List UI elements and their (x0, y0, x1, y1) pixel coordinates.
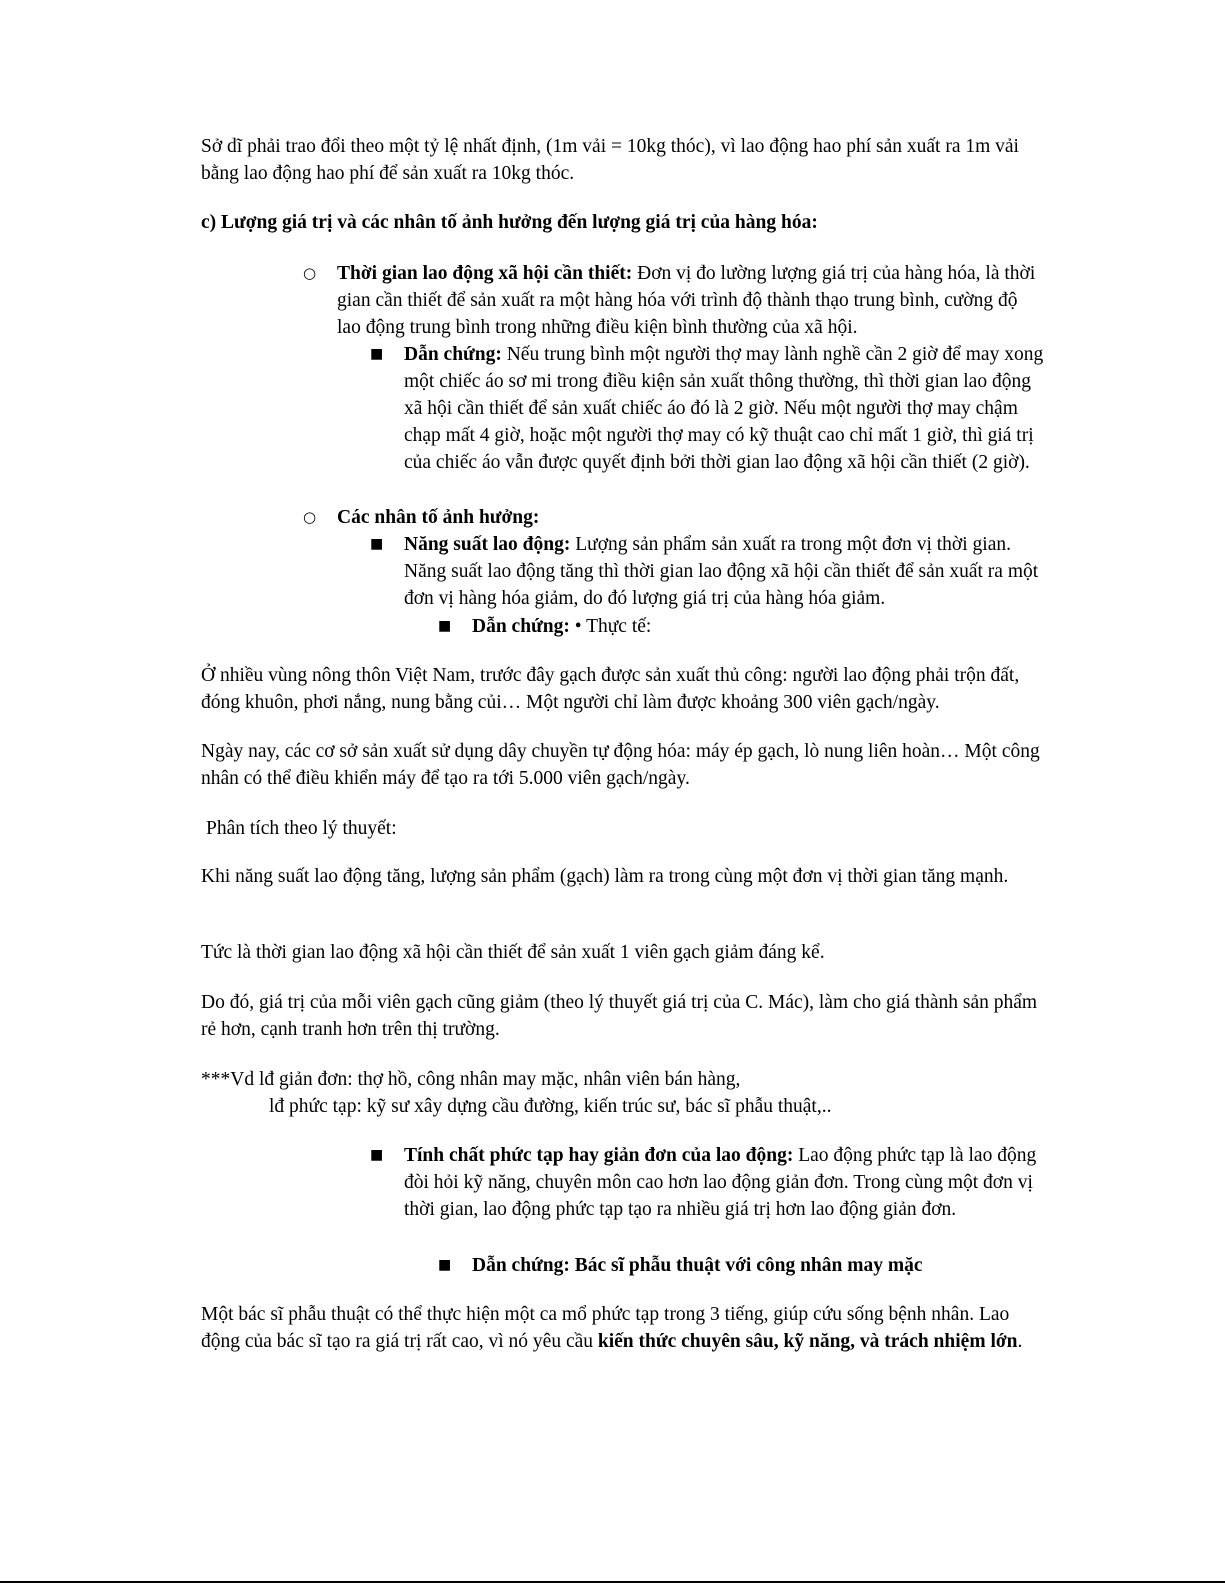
paragraph-brick-automated: Ngày nay, các cơ sở sản xuất sử dụng dây chuyền tự động hóa: máy ép gạch, lò nung liên hoàn… Một công nhân có thể điều khiển máy để tạo ra tới 5.000 viên gạch/ngày. (201, 741, 1040, 789)
list-item-label: Dẫn chứng: (472, 616, 570, 637)
list-item-evidence-tailor (370, 341, 1044, 476)
list-item-labor-complexity (370, 1142, 1054, 1223)
list-item-text: Lượng sản phẩm sản xuất ra trong một đơn vị thời gian. Năng suất lao động tăng thì thời gian lao động xã hội cần thiết để sản xuất ra một đơn vị hàng hóa giảm, do đó lượng giá trị của hàng hóa giảm. (404, 534, 1039, 609)
paragraph-analysis-1: Khi năng suất lao động tăng, lượng sản phẩm (gạch) làm ra trong cùng một đơn vị thời gian tăng mạnh. (201, 866, 1009, 887)
list-item-socially-necessary-time (303, 260, 1043, 341)
list-item-text: Lao động phức tạp là lao động đòi hỏi kỹ năng, chuyên môn cao hơn lao động giản đơn. Trong cùng một đơn vị thời gian, lao động phức tạp tạo ra nhiều giá trị hơn lao động giản đơn. (404, 1145, 1037, 1220)
list-item-evidence-surgeon (438, 1252, 1072, 1279)
paragraph-surgeon-example (201, 1301, 1041, 1355)
list-item-label: Tính chất phức tạp hay giản đơn của lao động: (404, 1145, 794, 1166)
paragraph-exchange-ratio: Sở dĩ phải trao đổi theo một tỷ lệ nhất định, (1m vải = 10kg thóc), vì lao động hao phí sản xuất ra 1m vải bằng lao động hao phí để sản xuất ra 10kg thóc. (201, 136, 1019, 184)
list-item-influencing-factors (303, 504, 1043, 531)
list-item-label: Thời gian lao động xã hội cần thiết: (337, 263, 633, 284)
square-bullet-icon: ■ (370, 1147, 384, 1163)
square-bullet-icon: ■ (370, 536, 384, 552)
square-bullet-icon: ■ (370, 346, 384, 362)
paragraph-analysis-3: Do đó, giá trị của mỗi viên gạch cũng giảm (theo lý thuyết giá trị của C. Mác), làm cho giá thành sản phẩm rẻ hơn, cạnh tranh hơn trên thị trường. (201, 992, 1038, 1040)
list-item-label: Dẫn chứng: Bác sĩ phẫu thuật với công nhân may mặc (472, 1255, 923, 1276)
paragraph-brick-manual: Ở nhiều vùng nông thôn Việt Nam, trước đây gạch được sản xuất thủ công: người lao động phải trộn đất, đóng khuôn, phơi nắng, nung bằng củi… Một người chỉ làm được khoảng 300 viên gạch/ngày. (201, 665, 1020, 713)
paragraph-example-simple-labor: ***Vd lđ giản đơn: thợ hồ, công nhân may mặc, nhân viên bán hàng, (201, 1069, 741, 1090)
paragraph-text: Một bác sĩ phẫu thuật có thể thực hiện một ca mổ phức tạp trong 3 tiếng, giúp cứu sống bệnh nhân. Lao động của bác sĩ tạo ra giá trị rất cao, vì nó yêu cầu (201, 1304, 1010, 1352)
paragraph-end: . (1017, 1331, 1023, 1352)
list-item-labor-productivity (370, 531, 1052, 612)
list-item-evidence-reality (438, 613, 1032, 640)
paragraph-example-complex-labor: lđ phức tạp: kỹ sư xây dựng cầu đường, kiến trúc sư, bác sĩ phẫu thuật,.. (269, 1096, 832, 1117)
square-bullet-icon: ■ (438, 618, 452, 634)
list-item-text: Nếu trung bình một người thợ may lành nghề cần 2 giờ để may xong một chiếc áo sơ mi trong điều kiện sản xuất thông thường, thì thời gian lao động xã hội cần thiết để sản xuất chiếc áo đó là 2 giờ. Nếu một người thợ may chậm chạp mất 4 giờ, hoặc một người thợ may có kỹ thuật cao chỉ mất 1 giờ, thì giá trị của chiếc áo vẫn được quyết định bởi thời gian lao động xã hội cần thiết (2 giờ). (404, 344, 1044, 473)
list-item-label: Năng suất lao động: (404, 534, 571, 555)
paragraph-theoretical-analysis: Phân tích theo lý thuyết: (206, 818, 397, 839)
paragraph-bold-text: kiến thức chuyên sâu, kỹ năng, và trách nhiệm lớn (597, 1331, 1018, 1352)
list-item-label: Các nhân tố ảnh hưởng: (337, 507, 540, 528)
circle-bullet-icon: ○ (303, 508, 317, 526)
list-item-text: • Thực tế: (569, 616, 652, 637)
square-bullet-icon: ■ (438, 1257, 452, 1273)
list-item-text: Đơn vị đo lường lượng giá trị của hàng hóa, là thời gian cần thiết để sản xuất ra một hàng hóa với trình độ thành thạo trung bình, cường độ lao động trung bình trong những điều kiện bình thường của xã hội. (337, 263, 1036, 338)
page-bottom-divider (0, 1581, 1225, 1583)
paragraph-analysis-2: Tức là thời gian lao động xã hội cần thiết để sản xuất 1 viên gạch giảm đáng kể. (201, 942, 825, 963)
section-heading-c: c) Lượng giá trị và các nhân tố ảnh hưởng đến lượng giá trị của hàng hóa: (201, 212, 818, 233)
circle-bullet-icon: ○ (303, 264, 317, 282)
list-item-label: Dẫn chứng: (404, 344, 502, 365)
